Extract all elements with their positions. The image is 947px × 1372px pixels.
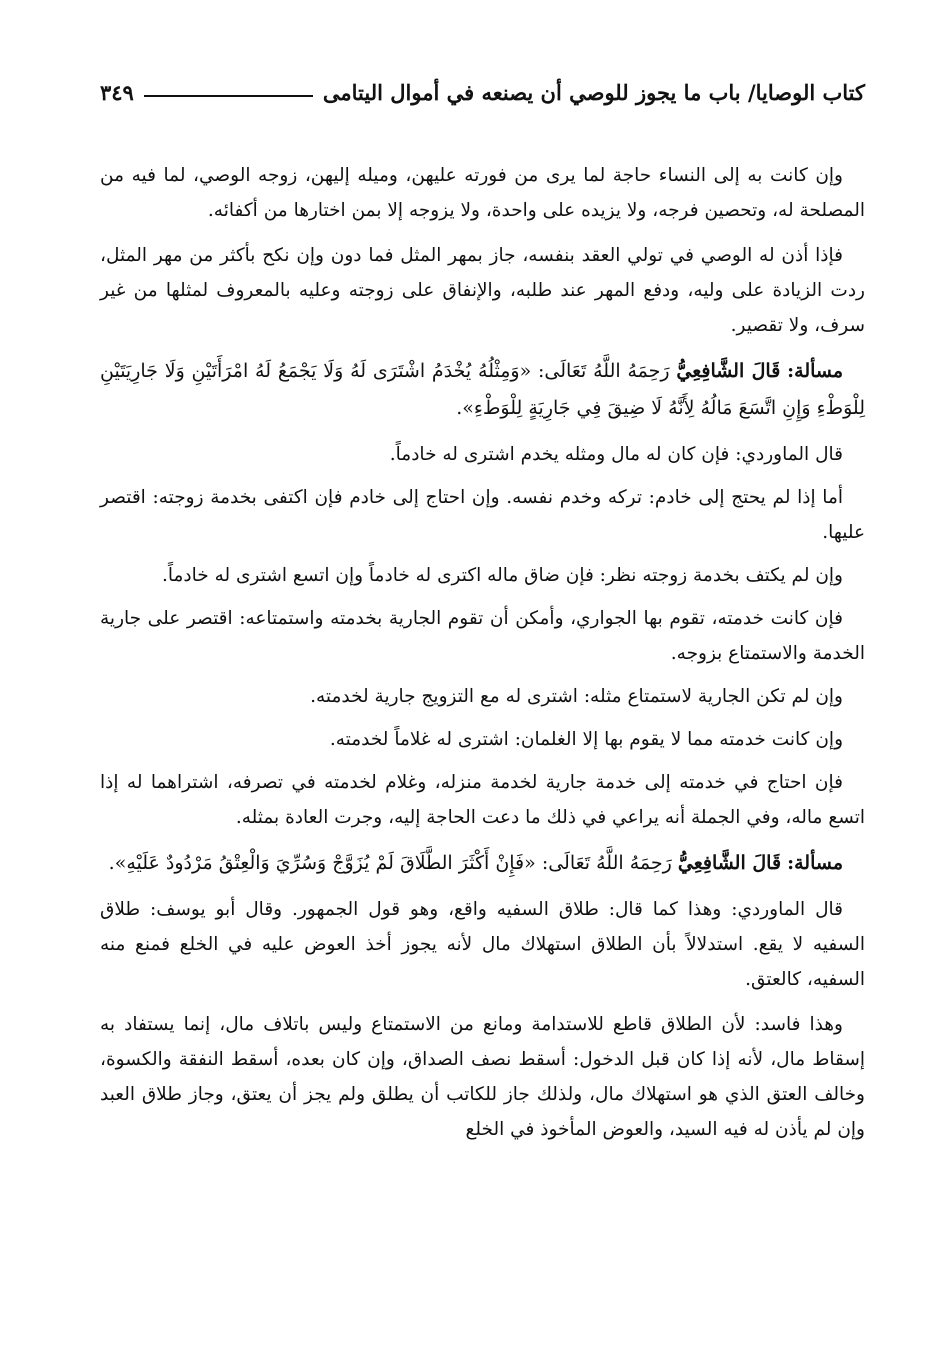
- imam-name: قَالَ الشَّافِعِيُّ: [676, 360, 781, 382]
- paragraph-13: وهذا فاسد: لأن الطلاق قاطع للاستدامة ومانع من الاستمتاع وليس باتلاف مال، إنما يستفاد به إسقاط مال، لأنه إذا كان قبل الدخول: أسقط نصف الصداق، وإن كان بعده، أسقط النفقة والكسوة، وخالف العتق الذي هو استهلاك مال، ولذلك جاز للكاتب أن يطلق ولم يجز أن يعتق، وجاز طلاق العبد وإن لم يأذن له فيه السيد، والعوض المأخوذ في الخلع: [100, 1014, 865, 1140]
- paragraph-12: قال الماوردي: وهذا كما قال: طلاق السفيه واقع، وهو قول الجمهور. وقال أبو يوسف: طلاق السفيه لا يقع. استدلالاً بأن الطلاق استهلاك مال لأنه يجوز أخذ العوض عليه في الخلع فمنع منه السفيه، كالعتق.: [100, 899, 865, 990]
- paragraph-2: فإذا أذن له الوصي في تولي العقد بنفسه، جاز بمهر المثل فما دون وإن نكح بأكثر من مهر المثل، ردت الزيادة على وليه، ودفع المهر عند طلبه، والإنفاق على زوجته وعليه بالمعروف لمثلها من غير سرف، ولا تقصير.: [100, 245, 865, 336]
- masala-quote: «فَإِنْ أَكْثَرَ الطَّلَاقَ لَمْ يُزَوَّجْ وَسُرِّيَ وَالْعِتْقُ مَرْدُودٌ عَلَيْهِ».: [108, 852, 536, 874]
- page-number: ٣٤٩: [100, 79, 134, 105]
- masala-label: مسألة:: [787, 360, 844, 382]
- imam-name: قَالَ الشَّافِعِيُّ: [677, 852, 782, 874]
- blessing-text: رَحِمَهُ اللَّهُ تَعَالَى:: [541, 852, 672, 874]
- masala-quote: «وَمِثْلُهُ يُخْدَمُ اشْتَرَى لَهُ وَلَا يَجْمَعُ لَهُ امْرَأَتَيْنِ وَلَا جَارِيَتَيْنِ لِلْوَطْءِ وَإِنِ اتَّسَعَ مَالُهُ لِأَنَّهُ لَا ضِيقَ فِي جَارِيَةٍ لِلْوَطْءِ».: [100, 360, 865, 419]
- masala-2: [100, 845, 865, 882]
- header-title: كتاب الوصايا/ باب ما يجوز للوصي أن يصنعه في أموال اليتامى: [322, 79, 865, 105]
- paragraph-7: فإن كانت خدمته، تقوم بها الجواري، وأمكن أن تقوم الجارية بخدمته واستمتاعه: اقتصر على جارية الخدمة والاستمتاع بزوجه.: [100, 608, 865, 664]
- paragraph-9: وإن كانت خدمته مما لا يقوم بها إلا الغلمان: اشترى له غلاماً لخدمته.: [329, 729, 843, 750]
- paragraph-1: وإن كانت به إلى النساء حاجة لما يرى من فورته عليهن، وميله إليهن، زوجه الوصي، لما فيه من المصلحة له، وتحصين فرجه، ولا يزيده على واحدة، ولا يزوجه إلا بمن اختارها من أكفائه.: [100, 165, 865, 221]
- paragraph-8: وإن لم تكن الجارية لاستمتاع مثله: اشترى له مع التزويج جارية لخدمته.: [310, 686, 843, 707]
- blessing-text: رَحِمَهُ اللَّهُ تَعَالَى:: [538, 360, 670, 382]
- paragraph-5: أما إذا لم يحتج إلى خادم: تركه وخدم نفسه. وإن احتاج إلى خادم فإن اكتفى بخدمة زوجته: اقتصر عليها.: [100, 487, 865, 543]
- paragraph-10: فإن احتاج في خدمته إلى خدمة جارية لخدمة منزله، وغلام لخدمته في تصرفه، اشتراهما له إذا اتسع ماله، وفي الجملة أنه يراعي في ذلك ما دعت الحاجة إليه، وجرت العادة بمثله.: [100, 772, 865, 828]
- masala-label: مسألة:: [787, 852, 843, 874]
- header-rule: [144, 95, 313, 97]
- paragraph-6: وإن لم يكتف بخدمة زوجته نظر: فإن ضاق ماله اكترى له خادماً وإن اتسع اشترى له خادماً.: [162, 565, 843, 586]
- running-header: [100, 72, 865, 112]
- paragraph-4: قال الماوردي: فإن كان له مال ومثله يخدم اشترى له خادماً.: [389, 444, 843, 465]
- masala-1: [100, 353, 865, 427]
